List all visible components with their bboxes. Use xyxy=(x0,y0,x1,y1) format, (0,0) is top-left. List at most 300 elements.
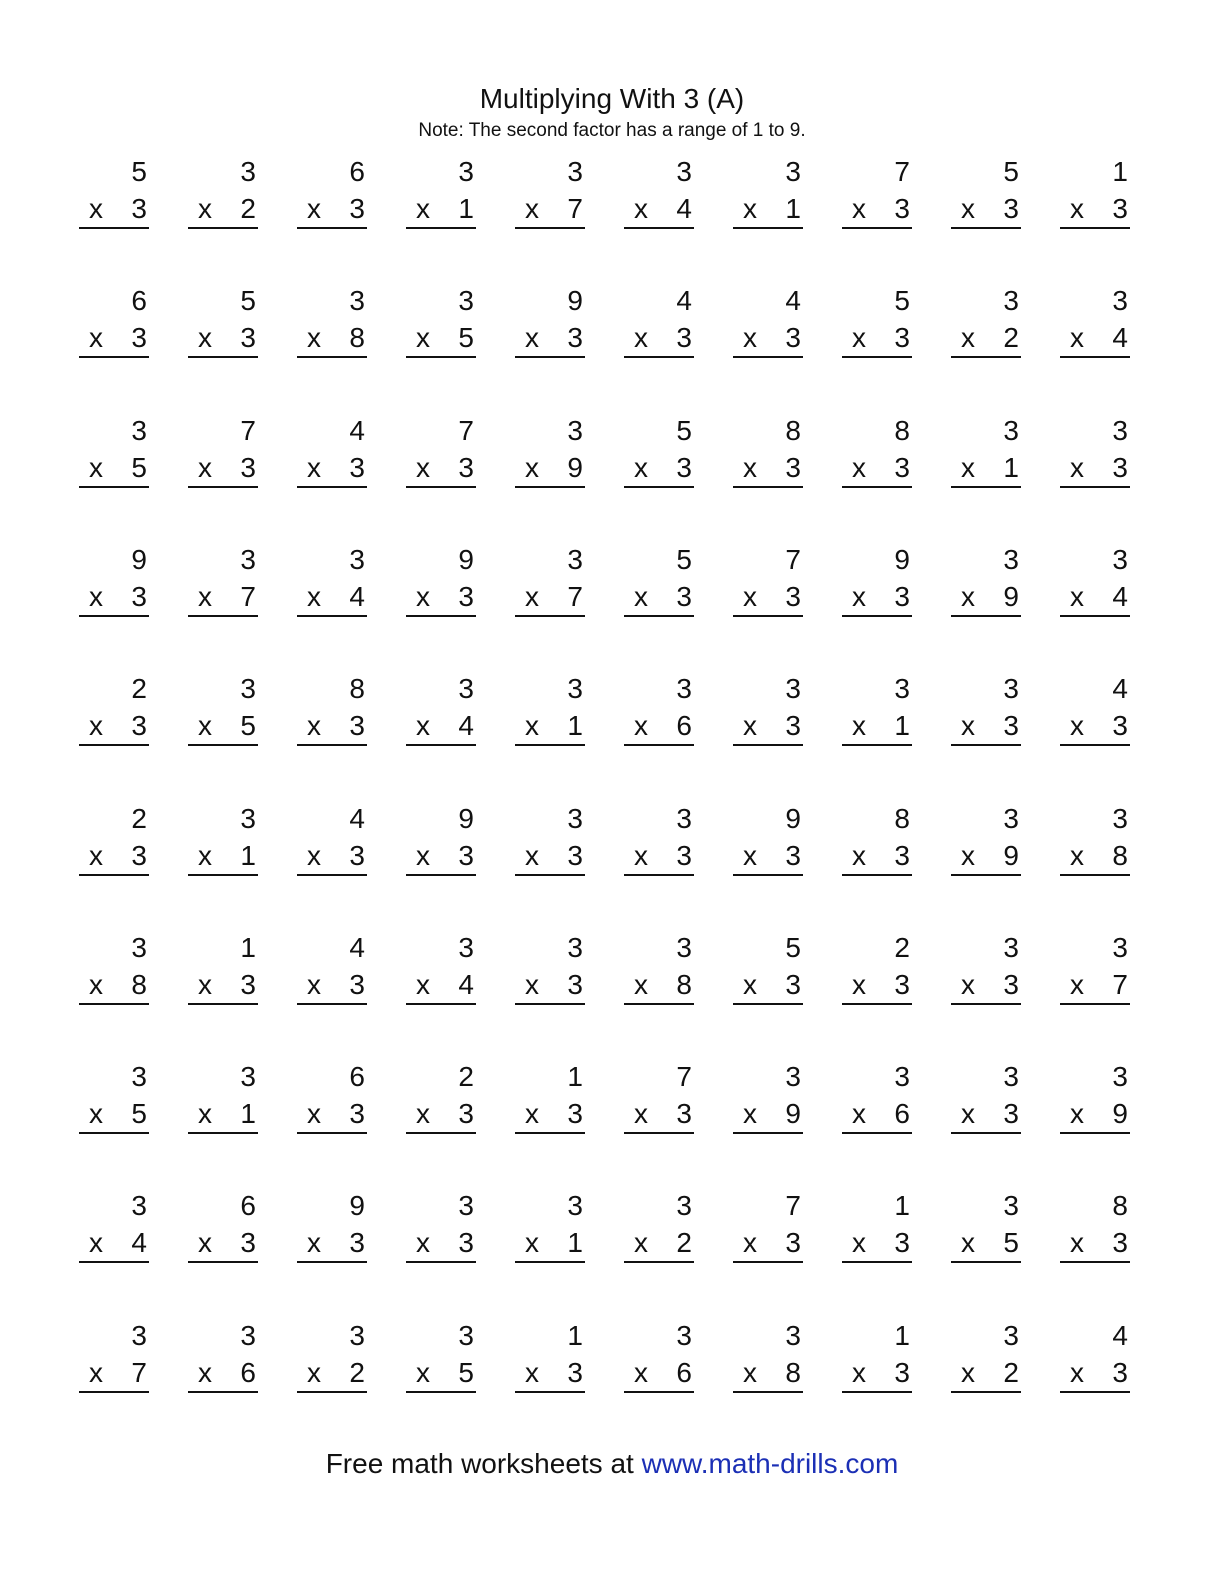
problem xyxy=(951,804,1021,876)
problem xyxy=(951,286,1021,358)
problem xyxy=(624,545,694,617)
times-sign: x xyxy=(198,193,212,224)
answer-line xyxy=(733,744,803,746)
problem xyxy=(733,416,803,488)
times-sign: x xyxy=(525,322,539,353)
times-sign: x xyxy=(634,710,648,741)
times-sign: x xyxy=(634,1098,648,1129)
answer-line xyxy=(515,1132,585,1134)
first-factor: 3 xyxy=(567,803,583,834)
answer-line xyxy=(515,1261,585,1263)
problem xyxy=(406,674,476,746)
first-factor: 3 xyxy=(567,156,583,187)
first-factor: 3 xyxy=(349,285,365,316)
answer-line xyxy=(951,1391,1021,1393)
second-factor: 3 xyxy=(894,452,910,483)
times-sign: x xyxy=(198,710,212,741)
times-sign: x xyxy=(198,969,212,1000)
answer-line xyxy=(624,874,694,876)
problem xyxy=(297,1191,367,1263)
problem xyxy=(406,1062,476,1134)
first-factor: 2 xyxy=(894,932,910,963)
answer-line xyxy=(733,1261,803,1263)
times-sign: x xyxy=(634,840,648,871)
problem xyxy=(188,674,258,746)
problem xyxy=(624,286,694,358)
problem xyxy=(188,157,258,229)
second-factor: 3 xyxy=(458,840,474,871)
problem xyxy=(297,804,367,876)
problem xyxy=(515,1191,585,1263)
times-sign: x xyxy=(961,710,975,741)
answer-line xyxy=(79,744,149,746)
second-factor: 1 xyxy=(567,1227,583,1258)
second-factor: 3 xyxy=(1112,1227,1128,1258)
first-factor: 4 xyxy=(349,932,365,963)
second-factor: 9 xyxy=(1112,1098,1128,1129)
first-factor: 1 xyxy=(567,1320,583,1351)
times-sign: x xyxy=(634,322,648,353)
first-factor: 3 xyxy=(1112,803,1128,834)
problem xyxy=(515,804,585,876)
second-factor: 3 xyxy=(894,1227,910,1258)
answer-line xyxy=(624,1391,694,1393)
second-factor: 3 xyxy=(567,969,583,1000)
first-factor: 3 xyxy=(567,673,583,704)
second-factor: 3 xyxy=(458,1098,474,1129)
problem xyxy=(297,416,367,488)
first-factor: 1 xyxy=(240,932,256,963)
first-factor: 3 xyxy=(240,544,256,575)
problem xyxy=(1060,286,1130,358)
times-sign: x xyxy=(852,1227,866,1258)
answer-line xyxy=(733,1391,803,1393)
answer-line xyxy=(515,744,585,746)
second-factor: 1 xyxy=(240,1098,256,1129)
problem xyxy=(515,416,585,488)
problem xyxy=(733,286,803,358)
problem xyxy=(297,1321,367,1393)
times-sign: x xyxy=(634,193,648,224)
problem xyxy=(406,804,476,876)
first-factor: 3 xyxy=(1003,803,1019,834)
problem xyxy=(842,1321,912,1393)
first-factor: 3 xyxy=(240,156,256,187)
answer-line xyxy=(406,1003,476,1005)
times-sign: x xyxy=(525,193,539,224)
times-sign: x xyxy=(416,710,430,741)
second-factor: 2 xyxy=(240,193,256,224)
second-factor: 3 xyxy=(349,710,365,741)
second-factor: 3 xyxy=(458,1227,474,1258)
problem xyxy=(624,157,694,229)
first-factor: 2 xyxy=(131,673,147,704)
second-factor: 4 xyxy=(131,1227,147,1258)
second-factor: 2 xyxy=(1003,322,1019,353)
answer-line xyxy=(1060,874,1130,876)
times-sign: x xyxy=(198,322,212,353)
answer-line xyxy=(297,615,367,617)
answer-line xyxy=(733,874,803,876)
first-factor: 5 xyxy=(676,544,692,575)
times-sign: x xyxy=(852,1098,866,1129)
problem xyxy=(733,933,803,1005)
problem xyxy=(951,545,1021,617)
problem xyxy=(515,1062,585,1134)
times-sign: x xyxy=(961,1357,975,1388)
times-sign: x xyxy=(89,193,103,224)
answer-line xyxy=(188,615,258,617)
answer-line xyxy=(842,486,912,488)
first-factor: 3 xyxy=(1112,1061,1128,1092)
times-sign: x xyxy=(961,581,975,612)
times-sign: x xyxy=(525,1098,539,1129)
first-factor: 3 xyxy=(1003,415,1019,446)
problem xyxy=(79,1191,149,1263)
first-factor: 3 xyxy=(349,544,365,575)
second-factor: 8 xyxy=(1112,840,1128,871)
times-sign: x xyxy=(743,1098,757,1129)
second-factor: 4 xyxy=(1112,322,1128,353)
first-factor: 8 xyxy=(785,415,801,446)
answer-line xyxy=(297,1261,367,1263)
first-factor: 3 xyxy=(131,932,147,963)
second-factor: 3 xyxy=(349,452,365,483)
first-factor: 3 xyxy=(894,1061,910,1092)
problem xyxy=(733,1321,803,1393)
problem xyxy=(624,1191,694,1263)
second-factor: 3 xyxy=(458,581,474,612)
answer-line xyxy=(188,356,258,358)
times-sign: x xyxy=(852,840,866,871)
times-sign: x xyxy=(852,581,866,612)
answer-line xyxy=(515,1003,585,1005)
problem xyxy=(188,416,258,488)
footer xyxy=(0,1446,1224,1482)
first-factor: 3 xyxy=(1003,1061,1019,1092)
problem xyxy=(406,545,476,617)
second-factor: 8 xyxy=(349,322,365,353)
problem xyxy=(842,1062,912,1134)
second-factor: 7 xyxy=(567,581,583,612)
second-factor: 7 xyxy=(240,581,256,612)
times-sign: x xyxy=(1070,581,1084,612)
times-sign: x xyxy=(1070,840,1084,871)
answer-line xyxy=(842,874,912,876)
first-factor: 5 xyxy=(240,285,256,316)
first-factor: 4 xyxy=(785,285,801,316)
times-sign: x xyxy=(743,710,757,741)
second-factor: 3 xyxy=(240,452,256,483)
answer-line xyxy=(1060,227,1130,229)
second-factor: 5 xyxy=(240,710,256,741)
problem xyxy=(297,933,367,1005)
first-factor: 6 xyxy=(349,1061,365,1092)
second-factor: 5 xyxy=(131,452,147,483)
answer-line xyxy=(624,615,694,617)
answer-line xyxy=(297,1003,367,1005)
times-sign: x xyxy=(852,710,866,741)
first-factor: 3 xyxy=(785,1320,801,1351)
problem xyxy=(733,157,803,229)
second-factor: 3 xyxy=(349,969,365,1000)
answer-line xyxy=(842,1261,912,1263)
first-factor: 3 xyxy=(1003,1190,1019,1221)
first-factor: 3 xyxy=(1003,1320,1019,1351)
first-factor: 1 xyxy=(1112,156,1128,187)
first-factor: 3 xyxy=(458,1320,474,1351)
answer-line xyxy=(297,356,367,358)
problem xyxy=(842,1191,912,1263)
footer-text: Free math worksheets at xyxy=(325,1448,642,1479)
second-factor: 8 xyxy=(131,969,147,1000)
second-factor: 3 xyxy=(567,840,583,871)
answer-line xyxy=(79,486,149,488)
problem xyxy=(297,286,367,358)
times-sign: x xyxy=(1070,322,1084,353)
second-factor: 3 xyxy=(131,581,147,612)
problem xyxy=(624,674,694,746)
times-sign: x xyxy=(307,710,321,741)
problem xyxy=(188,545,258,617)
times-sign: x xyxy=(634,581,648,612)
second-factor: 3 xyxy=(1003,193,1019,224)
problem xyxy=(733,1062,803,1134)
second-factor: 3 xyxy=(131,193,147,224)
answer-line xyxy=(733,615,803,617)
answer-line xyxy=(188,744,258,746)
times-sign: x xyxy=(743,969,757,1000)
problem xyxy=(79,1062,149,1134)
second-factor: 3 xyxy=(1003,710,1019,741)
first-factor: 3 xyxy=(676,803,692,834)
answer-line xyxy=(733,227,803,229)
problem xyxy=(842,674,912,746)
second-factor: 3 xyxy=(1112,710,1128,741)
answer-line xyxy=(951,486,1021,488)
problem xyxy=(1060,933,1130,1005)
problem xyxy=(79,933,149,1005)
times-sign: x xyxy=(307,452,321,483)
times-sign: x xyxy=(89,969,103,1000)
first-factor: 3 xyxy=(1003,932,1019,963)
second-factor: 5 xyxy=(458,322,474,353)
problem xyxy=(297,545,367,617)
times-sign: x xyxy=(416,840,430,871)
answer-line xyxy=(79,1003,149,1005)
first-factor: 6 xyxy=(131,285,147,316)
answer-line xyxy=(951,227,1021,229)
answer-line xyxy=(188,486,258,488)
second-factor: 7 xyxy=(131,1357,147,1388)
second-factor: 3 xyxy=(894,1357,910,1388)
problem xyxy=(79,804,149,876)
first-factor: 5 xyxy=(676,415,692,446)
problem xyxy=(624,1062,694,1134)
second-factor: 4 xyxy=(458,969,474,1000)
problem xyxy=(79,674,149,746)
second-factor: 5 xyxy=(458,1357,474,1388)
second-factor: 3 xyxy=(131,322,147,353)
times-sign: x xyxy=(307,969,321,1000)
times-sign: x xyxy=(852,193,866,224)
second-factor: 6 xyxy=(676,1357,692,1388)
times-sign: x xyxy=(307,1227,321,1258)
answer-line xyxy=(1060,356,1130,358)
problem xyxy=(406,933,476,1005)
second-factor: 3 xyxy=(676,322,692,353)
second-factor: 3 xyxy=(240,322,256,353)
second-factor: 3 xyxy=(894,581,910,612)
answer-line xyxy=(188,1003,258,1005)
second-factor: 9 xyxy=(1003,581,1019,612)
times-sign: x xyxy=(1070,710,1084,741)
problem xyxy=(842,545,912,617)
answer-line xyxy=(79,874,149,876)
times-sign: x xyxy=(307,1098,321,1129)
answer-line xyxy=(515,615,585,617)
answer-line xyxy=(842,1391,912,1393)
answer-line xyxy=(188,1261,258,1263)
times-sign: x xyxy=(852,452,866,483)
first-factor: 8 xyxy=(894,415,910,446)
second-factor: 3 xyxy=(785,840,801,871)
problem xyxy=(624,1321,694,1393)
problem xyxy=(951,674,1021,746)
second-factor: 3 xyxy=(676,840,692,871)
second-factor: 1 xyxy=(1003,452,1019,483)
first-factor: 3 xyxy=(458,156,474,187)
answer-line xyxy=(1060,1132,1130,1134)
first-factor: 3 xyxy=(458,285,474,316)
times-sign: x xyxy=(961,452,975,483)
first-factor: 1 xyxy=(894,1320,910,1351)
problem xyxy=(406,157,476,229)
first-factor: 7 xyxy=(785,544,801,575)
second-factor: 3 xyxy=(349,1098,365,1129)
first-factor: 8 xyxy=(894,803,910,834)
answer-line xyxy=(624,744,694,746)
answer-line xyxy=(1060,1261,1130,1263)
first-factor: 3 xyxy=(785,156,801,187)
footer-link[interactable]: www.math-drills.com xyxy=(641,1448,899,1479)
problem xyxy=(297,1062,367,1134)
worksheet-note: Note: The second factor has a range of 1 to 9. xyxy=(418,120,806,141)
problem xyxy=(842,286,912,358)
first-factor: 3 xyxy=(1112,932,1128,963)
first-factor: 9 xyxy=(349,1190,365,1221)
first-factor: 7 xyxy=(785,1190,801,1221)
answer-line xyxy=(79,227,149,229)
times-sign: x xyxy=(743,452,757,483)
times-sign: x xyxy=(634,452,648,483)
first-factor: 3 xyxy=(1003,673,1019,704)
second-factor: 9 xyxy=(567,452,583,483)
times-sign: x xyxy=(1070,1357,1084,1388)
times-sign: x xyxy=(525,452,539,483)
times-sign: x xyxy=(198,452,212,483)
times-sign: x xyxy=(525,710,539,741)
problem xyxy=(515,1321,585,1393)
answer-line xyxy=(951,356,1021,358)
answer-line xyxy=(1060,744,1130,746)
first-factor: 3 xyxy=(676,1190,692,1221)
answer-line xyxy=(79,615,149,617)
times-sign: x xyxy=(89,840,103,871)
problem xyxy=(79,157,149,229)
answer-line xyxy=(79,356,149,358)
times-sign: x xyxy=(198,840,212,871)
second-factor: 3 xyxy=(894,193,910,224)
first-factor: 3 xyxy=(676,156,692,187)
times-sign: x xyxy=(634,1227,648,1258)
problem xyxy=(515,674,585,746)
problem xyxy=(188,286,258,358)
problem xyxy=(951,933,1021,1005)
times-sign: x xyxy=(743,1357,757,1388)
first-factor: 3 xyxy=(131,1061,147,1092)
second-factor: 2 xyxy=(676,1227,692,1258)
times-sign: x xyxy=(416,969,430,1000)
first-factor: 3 xyxy=(240,1320,256,1351)
times-sign: x xyxy=(89,452,103,483)
first-factor: 4 xyxy=(1112,1320,1128,1351)
times-sign: x xyxy=(416,193,430,224)
answer-line xyxy=(951,1261,1021,1263)
problem xyxy=(951,416,1021,488)
second-factor: 1 xyxy=(567,710,583,741)
second-factor: 3 xyxy=(567,1357,583,1388)
second-factor: 3 xyxy=(1112,1357,1128,1388)
problem xyxy=(406,1191,476,1263)
times-sign: x xyxy=(961,193,975,224)
second-factor: 3 xyxy=(240,1227,256,1258)
problem xyxy=(624,933,694,1005)
times-sign: x xyxy=(198,1227,212,1258)
second-factor: 3 xyxy=(567,322,583,353)
answer-line xyxy=(406,874,476,876)
times-sign: x xyxy=(961,840,975,871)
problem xyxy=(79,416,149,488)
problem xyxy=(733,545,803,617)
first-factor: 3 xyxy=(240,1061,256,1092)
answer-line xyxy=(297,486,367,488)
second-factor: 3 xyxy=(1112,193,1128,224)
second-factor: 3 xyxy=(785,969,801,1000)
times-sign: x xyxy=(307,840,321,871)
second-factor: 3 xyxy=(131,840,147,871)
second-factor: 3 xyxy=(240,969,256,1000)
second-factor: 7 xyxy=(567,193,583,224)
times-sign: x xyxy=(743,193,757,224)
second-factor: 3 xyxy=(349,1227,365,1258)
answer-line xyxy=(297,744,367,746)
first-factor: 8 xyxy=(1112,1190,1128,1221)
problem xyxy=(188,1321,258,1393)
times-sign: x xyxy=(416,322,430,353)
problem xyxy=(406,416,476,488)
second-factor: 9 xyxy=(785,1098,801,1129)
answer-line xyxy=(406,1132,476,1134)
times-sign: x xyxy=(525,1357,539,1388)
answer-line xyxy=(406,744,476,746)
problem xyxy=(297,674,367,746)
problem xyxy=(842,804,912,876)
problem xyxy=(842,157,912,229)
times-sign: x xyxy=(89,322,103,353)
times-sign: x xyxy=(1070,1227,1084,1258)
first-factor: 5 xyxy=(131,156,147,187)
